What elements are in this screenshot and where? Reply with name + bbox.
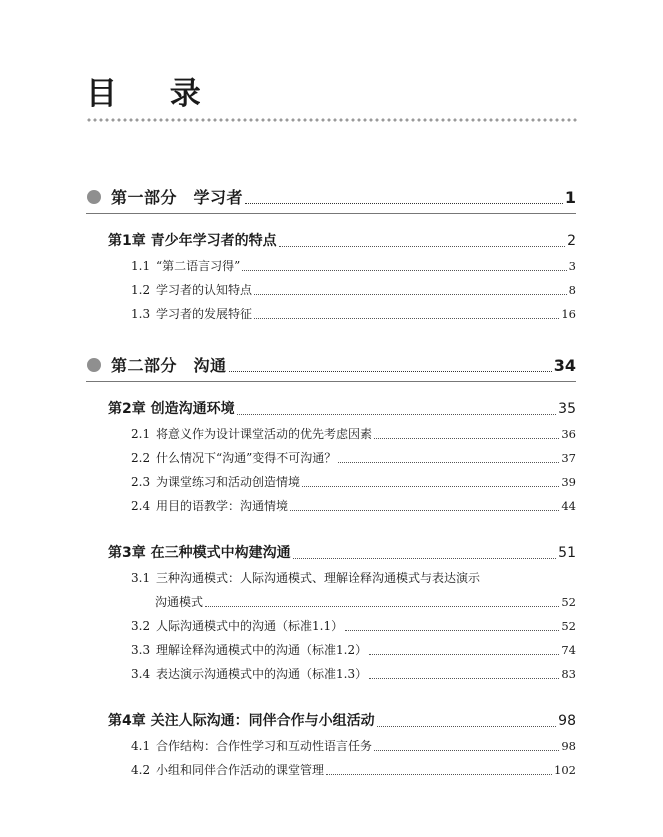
page-number: 1 (564, 188, 576, 207)
toc-section-3-4[interactable] (131, 664, 576, 684)
dot-leader (374, 438, 559, 439)
chapter-title: 第2章 创造沟通环境 (108, 401, 235, 417)
page-number: 2 (567, 233, 576, 249)
section-title: “第二语言习得” (156, 259, 241, 273)
chapter-title: 第1章 青少年学习者的特点 (108, 233, 277, 249)
page-number: 44 (561, 499, 576, 513)
section-number: 2.3 (131, 475, 151, 489)
section-title: 三种沟通模式：人际沟通模式、理解诠释沟通模式与表达演示 (156, 571, 481, 585)
section-number: 2.4 (131, 499, 151, 513)
part-bullet-icon (87, 358, 101, 372)
section-title: 学习者的发展特征 (156, 307, 253, 321)
section-number: 1.1 (131, 259, 151, 273)
section-title: 用目的语教学：沟通情境 (156, 499, 289, 513)
part-underline (86, 381, 576, 382)
part-title: 第二部分 沟通 (111, 356, 227, 375)
part-underline (86, 213, 576, 214)
dot-leader (254, 318, 559, 319)
toc-section-4-1[interactable] (131, 736, 576, 756)
chapter-title: 第4章 关注人际沟通：同伴合作与小组活动 (108, 713, 375, 729)
dot-leader (377, 726, 557, 727)
page-number: 83 (561, 667, 576, 681)
section-number: 3.2 (131, 619, 151, 633)
dot-leader (245, 203, 563, 204)
page-number: 34 (553, 356, 576, 375)
toc-section-2-2[interactable] (131, 448, 576, 468)
part-bullet-icon (87, 190, 101, 204)
part-title: 第一部分 学习者 (111, 188, 244, 207)
chapter-title: 第3章 在三种模式中构建沟通 (108, 545, 291, 561)
toc-section-1-2[interactable] (131, 280, 576, 300)
section-title: 将意义作为设计课堂活动的优先考虑因素 (156, 427, 373, 441)
page-number: 98 (558, 713, 576, 729)
section-title: 表达演示沟通模式中的沟通（标准1.3） (156, 667, 368, 681)
section-title: 为课堂练习和活动创造情境 (156, 475, 301, 489)
dot-leader (290, 510, 559, 511)
section-number: 2.2 (131, 451, 151, 465)
page-number: 16 (561, 307, 576, 321)
section-title: 什么情况下“沟通”变得不可沟通？ (156, 451, 337, 465)
section-number: 1.3 (131, 307, 151, 321)
toc-title: 目 录 (86, 76, 222, 112)
dot-leader (374, 750, 559, 751)
page-number: 74 (561, 643, 576, 657)
toc-chapter-4[interactable] (108, 710, 576, 732)
page-number: 52 (561, 595, 576, 609)
toc-section-2-1[interactable] (131, 424, 576, 444)
page-number: 35 (558, 401, 576, 417)
page-number: 36 (561, 427, 576, 441)
toc-section-2-3[interactable] (131, 472, 576, 492)
page-number: 52 (561, 619, 576, 633)
toc-section-2-4[interactable] (131, 496, 576, 516)
toc-section-3-1-continued[interactable] (155, 592, 576, 612)
section-title: 合作结构：合作性学习和互动性语言任务 (156, 739, 373, 753)
page-number: 3 (568, 259, 576, 273)
section-title: 小组和同伴合作活动的课堂管理 (156, 763, 325, 777)
page-number: 102 (554, 763, 576, 777)
dot-leader (302, 486, 559, 487)
dot-leader (205, 606, 559, 607)
title-dotted-divider (86, 118, 578, 122)
toc-section-4-2[interactable] (131, 760, 576, 780)
section-number: 1.2 (131, 283, 151, 297)
toc-section-3-2[interactable] (131, 616, 576, 636)
page-number: 39 (561, 475, 576, 489)
page-number: 8 (568, 283, 576, 297)
dot-leader (242, 270, 566, 271)
toc-section-3-1[interactable] (131, 568, 576, 588)
dot-leader (369, 654, 559, 655)
section-number: 2.1 (131, 427, 151, 441)
toc-chapter-3[interactable] (108, 542, 576, 564)
dot-leader (229, 371, 552, 372)
section-title-continuation: 沟通模式 (155, 595, 204, 609)
section-number: 3.1 (131, 571, 151, 585)
dot-leader (326, 774, 552, 775)
section-number: 4.2 (131, 763, 151, 777)
toc-chapter-2[interactable] (108, 398, 576, 420)
section-title: 人际沟通模式中的沟通（标准1.1） (156, 619, 344, 633)
section-number: 4.1 (131, 739, 151, 753)
toc-part-1[interactable] (86, 184, 576, 210)
dot-leader (338, 462, 559, 463)
toc-part-2[interactable] (86, 352, 576, 378)
section-title: 理解诠释沟通模式中的沟通（标准1.2） (156, 643, 368, 657)
section-title: 学习者的认知特点 (156, 283, 253, 297)
dot-leader (254, 294, 567, 295)
section-number: 3.3 (131, 643, 151, 657)
dot-leader (369, 678, 559, 679)
toc-section-1-1[interactable] (131, 256, 576, 276)
dot-leader (237, 414, 557, 415)
toc-chapter-1[interactable] (108, 230, 576, 252)
toc-section-3-3[interactable] (131, 640, 576, 660)
page-number: 51 (558, 545, 576, 561)
section-number: 3.4 (131, 667, 151, 681)
toc-section-1-3[interactable] (131, 304, 576, 324)
dot-leader (345, 630, 559, 631)
page-number: 98 (561, 739, 576, 753)
dot-leader (279, 246, 565, 247)
dot-leader (293, 558, 557, 559)
page-number: 37 (561, 451, 576, 465)
